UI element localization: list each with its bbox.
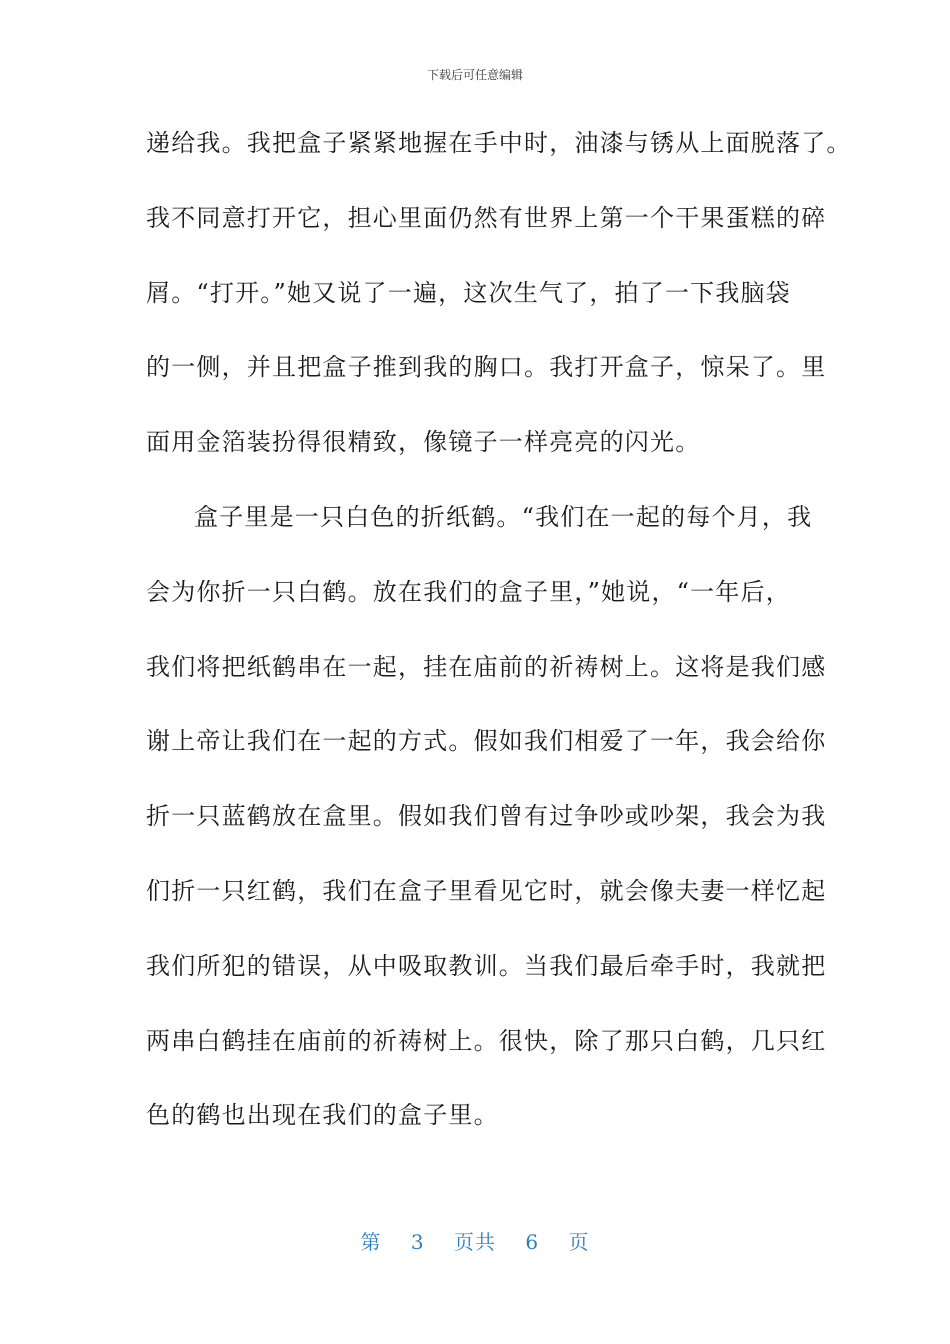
text-line: 色的鹤也出现在我们的盒子里。 <box>146 1101 499 1130</box>
document-body <box>146 128 852 1175</box>
text-line: 会为你折一只白鹤。放在我们的盒子里，”她说，“一年后， <box>146 577 791 606</box>
text-line: 屑。“打开。”她又说了一遍，这次生气了，拍了一下我脑袋 <box>146 278 791 307</box>
paragraph-start-line: 盒子里是一只白色的折纸鹤。“我们在一起的每个月，我 <box>194 502 813 531</box>
page-header: 下载后可任意编辑 <box>426 68 523 82</box>
footer-suffix: 页 <box>568 1230 590 1254</box>
text-line: 递给我。我把盒子紧紧地握在手中时，油漆与锈从上面脱落了。 <box>146 129 852 157</box>
text-line: 我不同意打开它，担心里面仍然有世界上第一个干果蛋糕的碎 <box>146 203 827 232</box>
footer-prefix: 第 <box>360 1230 382 1254</box>
text-line: 面用金箔装扮得很精致，像镜子一样亮亮的闪光。 <box>146 428 701 457</box>
footer-middle: 页共 <box>454 1230 496 1254</box>
current-page-number: 3 <box>410 1230 425 1254</box>
text-line: 们折一只红鹤，我们在盒子里看见它时，就会像夫妻一样忆起 <box>146 876 827 905</box>
text-line: 我们将把纸鹤串在一起，挂在庙前的祈祷树上。这将是我们感 <box>146 652 827 681</box>
text-line: 我们所犯的错误，从中吸取教训。当我们最后牵手时，我就把 <box>146 951 827 980</box>
text-line: 谢上帝让我们在一起的方式。假如我们相爱了一年，我会给你 <box>146 727 827 756</box>
page-footer <box>0 1226 950 1255</box>
text-line: 折一只蓝鹤放在盒里。假如我们曾有过争吵或吵架，我会为我 <box>146 802 827 831</box>
total-pages-number: 6 <box>525 1230 540 1254</box>
text-line: 两串白鹤挂在庙前的祈祷树上。很快，除了那只白鹤，几只红 <box>146 1026 827 1055</box>
text-line: 的一侧，并且把盒子推到我的胸口。我打开盒子，惊呆了。里 <box>146 353 827 382</box>
